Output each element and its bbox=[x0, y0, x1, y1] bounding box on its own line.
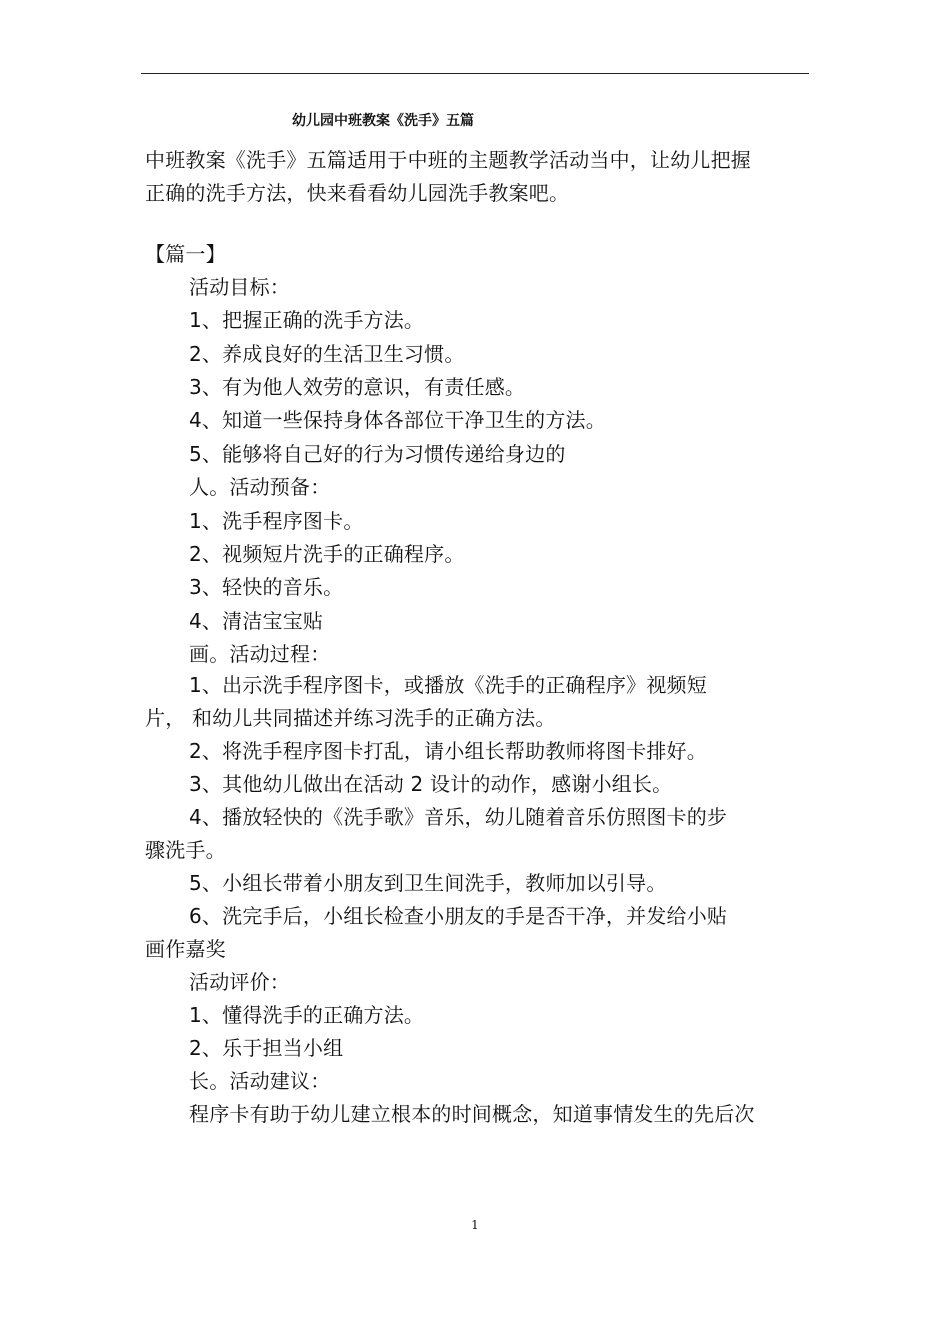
document-title: 幼儿园中班教案《洗手》五篇 bbox=[292, 113, 474, 129]
section-heading: 【篇一】 bbox=[145, 242, 226, 266]
text-line: 5、能够将自己好的行为习惯传递给身边的 bbox=[189, 442, 566, 466]
text-line: 1、懂得洗手的正确方法。 bbox=[189, 1003, 425, 1027]
text-line: 2、视频短片洗手的正确程序。 bbox=[189, 542, 465, 566]
text-line: 长。活动建议： bbox=[189, 1069, 331, 1093]
text-line: 1、洗手程序图卡。 bbox=[189, 509, 364, 533]
text-line: 3、有为他人效劳的意识，有责任感。 bbox=[189, 375, 526, 399]
text-line: 2、将洗手程序图卡打乱，请小组长帮助教师将图卡排好。 bbox=[189, 739, 707, 763]
text-line: 人。活动预备： bbox=[189, 475, 331, 499]
text-line: 6、洗完手后，小组长检查小朋友的手是否干净，并发给小贴 bbox=[189, 904, 728, 928]
text-line: 4、知道一些保持身体各部位干净卫生的方法。 bbox=[189, 408, 606, 432]
text-line: 1、出示洗手程序图卡，或播放《洗手的正确程序》视频短 bbox=[189, 673, 707, 697]
page-number: 1 bbox=[471, 1218, 479, 1232]
text-line: 3、轻快的音乐。 bbox=[189, 575, 344, 599]
text-line: 1、把握正确的洗手方法。 bbox=[189, 308, 425, 332]
text-line: 片， 和幼儿共同描述并练习洗手的正确方法。 bbox=[145, 706, 556, 730]
heading-line: 活动目标： bbox=[189, 275, 290, 299]
text-line: 画作嘉奖 bbox=[145, 937, 226, 961]
heading-line: 活动评价： bbox=[189, 970, 290, 994]
text-line: 3、其他幼儿做出在活动 2 设计的动作，感谢小组长。 bbox=[189, 772, 673, 796]
text-line: 5、小组长带着小朋友到卫生间洗手，教师加以引导。 bbox=[189, 871, 667, 895]
text-line: 2、乐于担当小组 bbox=[189, 1036, 344, 1060]
text-line: 4、播放轻快的《洗手歌》音乐，幼儿随着音乐仿照图卡的步 bbox=[189, 805, 728, 829]
text-line: 2、养成良好的生活卫生习惯。 bbox=[189, 342, 465, 366]
text-line: 骤洗手。 bbox=[145, 838, 226, 862]
text-line: 画。活动过程： bbox=[189, 642, 331, 666]
text-line: 程序卡有助于幼儿建立根本的时间概念，知道事情发生的先后次 bbox=[189, 1102, 755, 1126]
intro-line: 正确的洗手方法，快来看看幼儿园洗手教案吧。 bbox=[145, 181, 570, 205]
header-rule bbox=[141, 73, 809, 74]
intro-line: 中班教案《洗手》五篇适用于中班的主题教学活动当中，让幼儿把握 bbox=[145, 148, 751, 172]
text-line: 4、清洁宝宝贴 bbox=[189, 609, 324, 633]
